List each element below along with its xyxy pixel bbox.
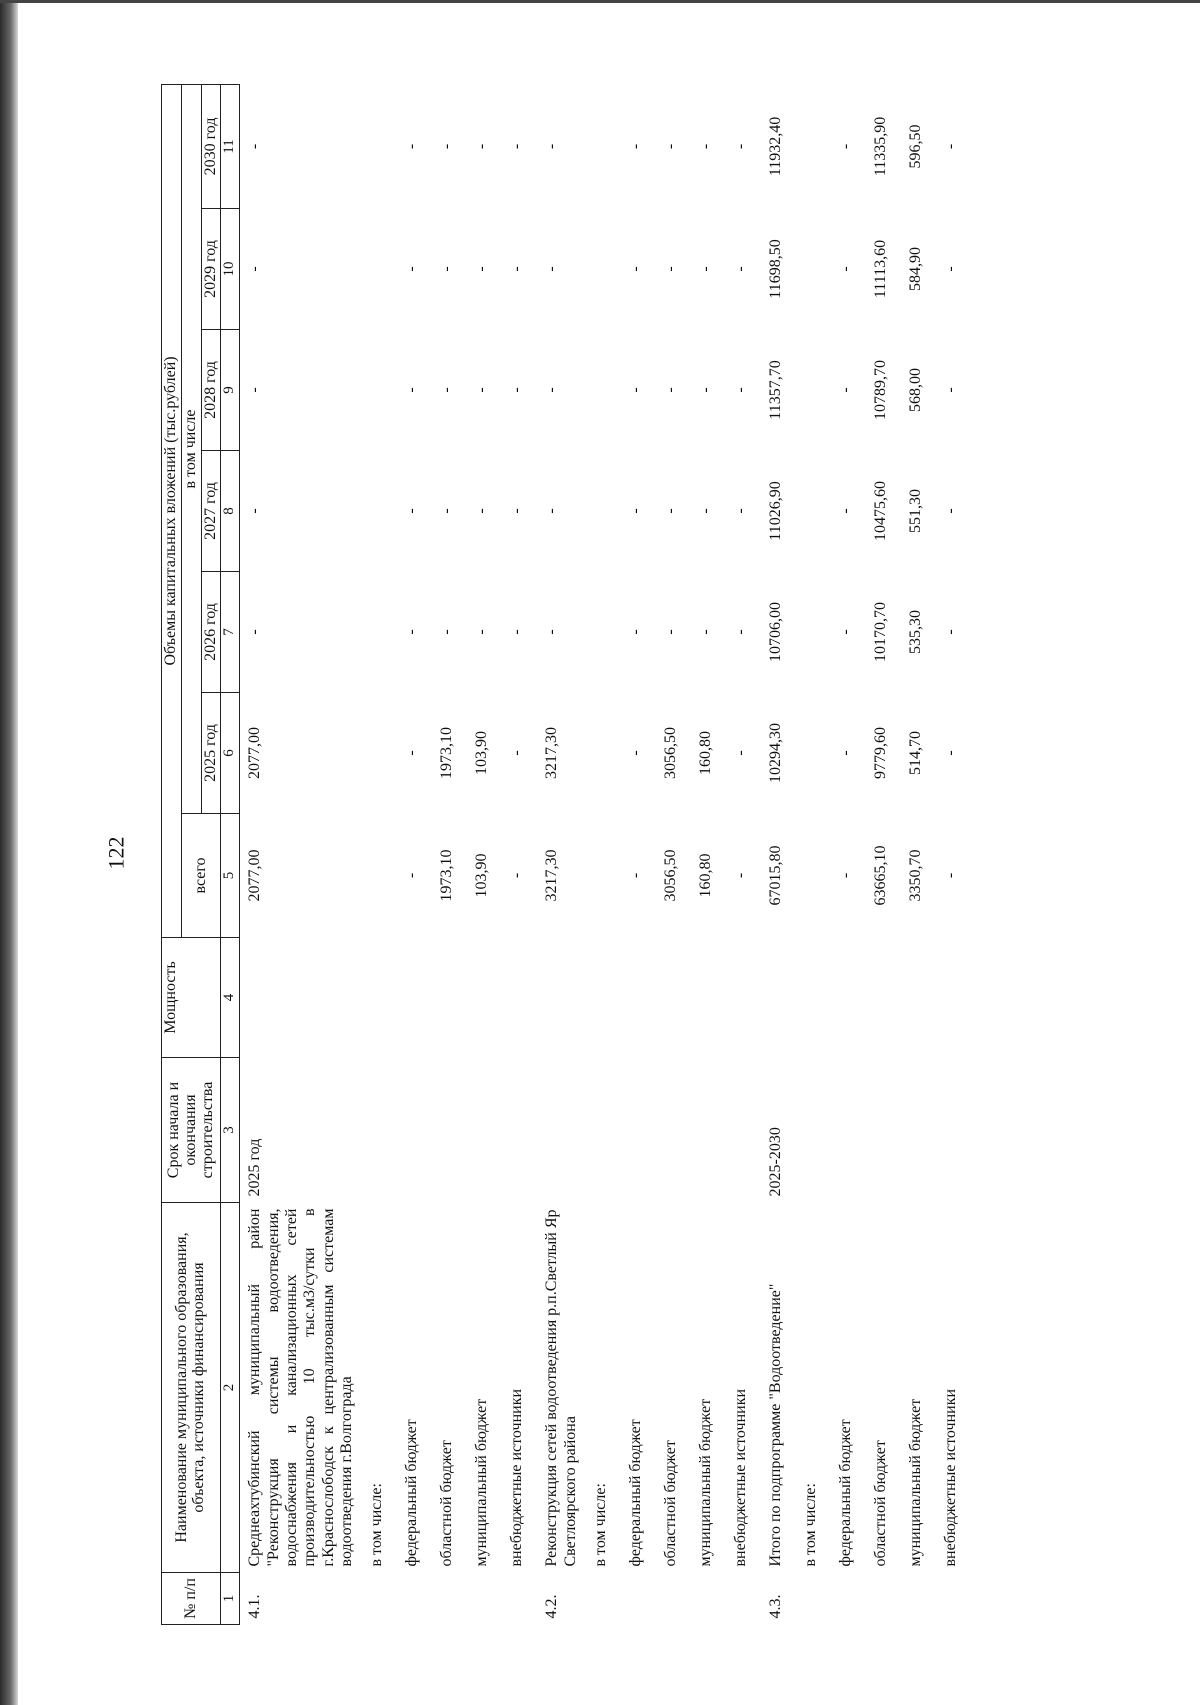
row-year-value: - bbox=[697, 143, 715, 150]
row-total-value bbox=[796, 814, 831, 938]
row-number bbox=[656, 1573, 691, 1625]
row-year-value: - bbox=[543, 629, 561, 635]
row-year-value: - bbox=[473, 143, 491, 150]
row-total-value: 3217,30 bbox=[543, 849, 561, 902]
row-year-value: - bbox=[508, 750, 526, 756]
table-row bbox=[936, 84, 971, 1624]
row-number bbox=[397, 1573, 432, 1625]
row-year-value: 10294,30 bbox=[767, 723, 785, 783]
row-year-value: 3217,30 bbox=[543, 727, 561, 779]
row-name: в том числе: bbox=[368, 1483, 386, 1567]
row-year-value: - bbox=[942, 629, 960, 635]
row-year-value: - bbox=[438, 266, 456, 272]
row-year-value: - bbox=[627, 143, 645, 150]
row-year-value: 11113,60 bbox=[872, 239, 890, 299]
header-name: Наименование муниципального образования, объекта, источники финансирования bbox=[162, 1203, 221, 1573]
row-power bbox=[691, 938, 726, 1058]
row-year-value: - bbox=[662, 266, 680, 272]
table-row bbox=[502, 84, 537, 1624]
row-year-value: 1973,10 bbox=[438, 727, 456, 779]
scan-left-edge bbox=[0, 0, 18, 1705]
row-year-value: - bbox=[732, 508, 750, 514]
row-name: муниципальный бюджет bbox=[697, 1398, 715, 1567]
row-year-value: - bbox=[403, 629, 421, 635]
table-row bbox=[397, 84, 432, 1624]
row-year-value: - bbox=[438, 387, 456, 393]
row-year-value: - bbox=[942, 266, 960, 272]
row-year-value: - bbox=[473, 508, 491, 514]
row-power bbox=[467, 938, 502, 1058]
row-year-value: 11357,70 bbox=[767, 360, 785, 420]
table-row bbox=[761, 84, 796, 1624]
row-year-value bbox=[586, 693, 621, 814]
row-year-value bbox=[586, 209, 621, 330]
column-number: 1 bbox=[221, 1573, 240, 1625]
row-total-value: - bbox=[508, 872, 526, 879]
row-year-value: - bbox=[403, 750, 421, 756]
row-number: 4.3. bbox=[767, 1594, 785, 1619]
header-year: 2027 год bbox=[201, 451, 221, 572]
row-term bbox=[726, 1058, 761, 1203]
row-year-value: - bbox=[697, 629, 715, 635]
row-year-value: - bbox=[543, 387, 561, 393]
table-row bbox=[866, 84, 901, 1624]
row-year-value: 535,30 bbox=[907, 610, 925, 654]
row-year-value: - bbox=[732, 266, 750, 272]
row-year-value: - bbox=[837, 143, 855, 150]
row-year-value: - bbox=[543, 508, 561, 514]
row-year-value: - bbox=[438, 143, 456, 150]
table-row bbox=[362, 84, 397, 1624]
row-power bbox=[586, 938, 621, 1058]
row-total-value bbox=[586, 814, 621, 938]
row-term: 2025-2030 bbox=[767, 1127, 785, 1197]
row-year-value: - bbox=[837, 750, 855, 756]
row-term bbox=[621, 1058, 656, 1203]
row-year-value: 10170,70 bbox=[872, 602, 890, 662]
row-name: внебюджетные источники bbox=[508, 1388, 526, 1567]
row-year-value: - bbox=[837, 387, 855, 393]
row-name: областной бюджет bbox=[662, 1440, 680, 1567]
row-year-value: - bbox=[508, 387, 526, 393]
row-name: федеральный бюджет bbox=[627, 1419, 645, 1567]
row-year-value: 10789,70 bbox=[872, 360, 890, 420]
header-volumes: Объемы капитальных вложений (тыс.рублей) bbox=[162, 84, 182, 937]
row-year-value: - bbox=[627, 387, 645, 393]
table-row bbox=[796, 84, 831, 1624]
table-header bbox=[162, 84, 240, 1624]
row-year-value bbox=[796, 451, 831, 572]
header-year: 2029 год bbox=[201, 209, 221, 330]
row-year-value: - bbox=[508, 508, 526, 514]
header-year: 2026 год bbox=[201, 572, 221, 693]
table-body bbox=[240, 84, 972, 1624]
row-year-value: - bbox=[438, 629, 456, 635]
row-year-value bbox=[796, 330, 831, 451]
row-year-value bbox=[362, 693, 397, 814]
row-year-value: 3056,50 bbox=[662, 727, 680, 779]
row-power bbox=[502, 938, 537, 1058]
row-year-value: - bbox=[403, 143, 421, 150]
column-number: 2 bbox=[221, 1203, 240, 1573]
row-name: в том числе: bbox=[802, 1483, 820, 1567]
row-year-value: - bbox=[662, 387, 680, 393]
table-row bbox=[621, 84, 656, 1624]
row-name: областной бюджет bbox=[872, 1440, 890, 1567]
row-year-value: 2077,00 bbox=[246, 727, 264, 779]
row-total-value bbox=[362, 814, 397, 938]
header-num: № п/п bbox=[162, 1573, 221, 1625]
row-year-value: - bbox=[246, 629, 264, 635]
row-year-value: - bbox=[543, 266, 561, 272]
row-term bbox=[831, 1058, 866, 1203]
row-power bbox=[432, 938, 467, 1058]
row-year-value: - bbox=[543, 143, 561, 150]
row-power bbox=[656, 938, 691, 1058]
row-total-value: 63665,10 bbox=[872, 845, 890, 906]
row-total-value: - bbox=[942, 872, 960, 879]
row-year-value: - bbox=[732, 387, 750, 393]
row-year-value: 10706,00 bbox=[767, 602, 785, 662]
row-year-value bbox=[586, 330, 621, 451]
row-total-value: 2077,00 bbox=[246, 849, 264, 902]
column-number: 11 bbox=[221, 84, 240, 208]
row-number bbox=[621, 1573, 656, 1625]
row-power bbox=[621, 938, 656, 1058]
row-total-value: - bbox=[732, 872, 750, 879]
row-term bbox=[866, 1058, 901, 1203]
row-year-value bbox=[362, 209, 397, 330]
header-year: 2025 год bbox=[201, 693, 221, 814]
row-year-value bbox=[796, 209, 831, 330]
row-year-value bbox=[796, 84, 831, 208]
row-year-value: - bbox=[697, 266, 715, 272]
row-year-value: 160,80 bbox=[697, 731, 715, 775]
row-total-value: - bbox=[403, 872, 421, 879]
row-power bbox=[761, 938, 796, 1058]
row-term bbox=[656, 1058, 691, 1203]
header-total: всего bbox=[181, 814, 221, 938]
row-year-value: - bbox=[508, 143, 526, 150]
column-number: 10 bbox=[221, 209, 240, 330]
row-power bbox=[726, 938, 761, 1058]
row-total-value: - bbox=[837, 872, 855, 879]
row-power bbox=[866, 938, 901, 1058]
header-power: Мощность bbox=[162, 938, 221, 1058]
row-name: Итого по подпрограмме "Водоотведение" bbox=[767, 1283, 785, 1567]
row-year-value: - bbox=[473, 629, 491, 635]
column-number: 6 bbox=[221, 693, 240, 814]
row-year-value: - bbox=[403, 266, 421, 272]
row-year-value: - bbox=[508, 629, 526, 635]
row-year-value: - bbox=[246, 508, 264, 514]
row-year-value: - bbox=[942, 508, 960, 514]
row-power bbox=[362, 938, 397, 1058]
table-row bbox=[240, 84, 363, 1624]
row-total-value: - bbox=[627, 872, 645, 879]
row-year-value bbox=[362, 451, 397, 572]
row-year-value: - bbox=[438, 508, 456, 514]
row-year-value: - bbox=[246, 266, 264, 272]
table-row bbox=[656, 84, 691, 1624]
row-year-value: - bbox=[403, 508, 421, 514]
row-year-value: - bbox=[697, 508, 715, 514]
row-year-value: - bbox=[732, 143, 750, 150]
row-number bbox=[901, 1573, 936, 1625]
table-row bbox=[901, 84, 936, 1624]
row-year-value: - bbox=[837, 266, 855, 272]
row-number: 4.1. bbox=[246, 1594, 264, 1619]
row-year-value: 568,00 bbox=[907, 368, 925, 412]
page-number: 122 bbox=[103, 836, 129, 870]
row-year-value bbox=[362, 572, 397, 693]
row-year-value: 11335,90 bbox=[872, 116, 890, 177]
rotated-page-content bbox=[161, 85, 1191, 1625]
row-power bbox=[936, 938, 971, 1058]
row-term bbox=[901, 1058, 936, 1203]
table-row bbox=[586, 84, 621, 1624]
row-term bbox=[796, 1058, 831, 1203]
row-year-value: 596,50 bbox=[907, 124, 925, 169]
row-year-value: - bbox=[732, 629, 750, 635]
table-row bbox=[537, 84, 586, 1624]
row-year-value: 10475,60 bbox=[872, 481, 890, 541]
row-number bbox=[796, 1573, 831, 1625]
row-total-value: 103,90 bbox=[473, 853, 491, 898]
row-number bbox=[432, 1573, 467, 1625]
column-number: 3 bbox=[221, 1058, 240, 1203]
row-year-value: - bbox=[627, 629, 645, 635]
row-term bbox=[586, 1058, 621, 1203]
row-power bbox=[537, 938, 586, 1058]
row-year-value: - bbox=[942, 387, 960, 393]
row-year-value bbox=[362, 84, 397, 208]
row-year-value: 584,90 bbox=[907, 247, 925, 291]
row-name: муниципальный бюджет bbox=[907, 1398, 925, 1567]
row-year-value: - bbox=[942, 750, 960, 756]
row-year-value bbox=[586, 572, 621, 693]
row-term bbox=[432, 1058, 467, 1203]
row-year-value: - bbox=[662, 508, 680, 514]
row-name: федеральный бюджет bbox=[837, 1419, 855, 1567]
row-year-value: - bbox=[942, 143, 960, 150]
row-name: федеральный бюджет bbox=[403, 1419, 421, 1567]
row-year-value bbox=[586, 451, 621, 572]
row-power bbox=[240, 938, 363, 1058]
capital-investment-table bbox=[161, 84, 971, 1625]
row-year-value: - bbox=[732, 750, 750, 756]
row-year-value: 11932,40 bbox=[767, 116, 785, 177]
row-total-value: 160,80 bbox=[697, 853, 715, 898]
row-term bbox=[467, 1058, 502, 1203]
row-year-value: - bbox=[508, 266, 526, 272]
scan-top-edge bbox=[0, 0, 1200, 3]
row-name: внебюджетные источники bbox=[942, 1388, 960, 1567]
row-year-value bbox=[796, 572, 831, 693]
row-name: муниципальный бюджет bbox=[473, 1398, 491, 1567]
row-year-value bbox=[586, 84, 621, 208]
row-year-value bbox=[796, 693, 831, 814]
row-name: внебюджетные источники bbox=[732, 1388, 750, 1567]
column-number: 5 bbox=[221, 814, 240, 938]
row-year-value: - bbox=[627, 750, 645, 756]
row-number bbox=[831, 1573, 866, 1625]
row-number bbox=[866, 1573, 901, 1625]
row-year-value: 11698,50 bbox=[767, 239, 785, 299]
row-power bbox=[796, 938, 831, 1058]
row-power bbox=[831, 938, 866, 1058]
row-term bbox=[397, 1058, 432, 1203]
column-number: 7 bbox=[221, 572, 240, 693]
row-term: 2025 год bbox=[246, 1138, 264, 1197]
row-year-value: - bbox=[662, 143, 680, 150]
row-number bbox=[691, 1573, 726, 1625]
table-row bbox=[467, 84, 502, 1624]
row-year-value: - bbox=[473, 266, 491, 272]
table-row bbox=[726, 84, 761, 1624]
row-term bbox=[537, 1058, 586, 1203]
row-number: 4.2. bbox=[543, 1594, 561, 1619]
row-year-value: - bbox=[837, 629, 855, 635]
header-year: 2030 год bbox=[201, 84, 221, 208]
row-number bbox=[467, 1573, 502, 1625]
header-year: 2028 год bbox=[201, 330, 221, 451]
row-year-value: - bbox=[837, 508, 855, 514]
table-row bbox=[432, 84, 467, 1624]
row-term bbox=[362, 1058, 397, 1203]
table-row bbox=[831, 84, 866, 1624]
row-number bbox=[362, 1573, 397, 1625]
row-year-value: - bbox=[627, 508, 645, 514]
row-year-value: 514,70 bbox=[907, 731, 925, 775]
row-year-value: - bbox=[697, 387, 715, 393]
row-number bbox=[502, 1573, 537, 1625]
row-year-value: - bbox=[473, 387, 491, 393]
header-in-total: в том числе bbox=[181, 84, 201, 813]
row-number bbox=[726, 1573, 761, 1625]
column-number: 4 bbox=[221, 938, 240, 1058]
row-name: Среднеахтубинский муниципальный район "Реконструкция системы водоотведения, водоснабжения и канализационных сетей производительностью 10 тыс.м3/сутки в г.Краснослободск к централизованным системам водоотведения г.Волгограда bbox=[246, 1208, 356, 1567]
row-term bbox=[936, 1058, 971, 1203]
row-total-value: 3056,50 bbox=[662, 849, 680, 902]
row-year-value: - bbox=[662, 629, 680, 635]
row-year-value: - bbox=[627, 266, 645, 272]
row-year-value: 551,30 bbox=[907, 489, 925, 533]
row-year-value: - bbox=[246, 143, 264, 150]
row-number bbox=[586, 1573, 621, 1625]
row-year-value: 103,90 bbox=[473, 731, 491, 775]
table-row bbox=[691, 84, 726, 1624]
row-name: в том числе: bbox=[592, 1483, 610, 1567]
row-name: областной бюджет bbox=[438, 1440, 456, 1567]
row-total-value: 3350,70 bbox=[907, 849, 925, 902]
row-term bbox=[502, 1058, 537, 1203]
header-term: Срок начала и окончания строительства bbox=[162, 1058, 221, 1203]
row-power bbox=[397, 938, 432, 1058]
row-year-value: 9779,60 bbox=[872, 727, 890, 779]
row-number bbox=[936, 1573, 971, 1625]
row-total-value: 1973,10 bbox=[438, 849, 456, 902]
row-term bbox=[691, 1058, 726, 1203]
row-year-value: - bbox=[246, 387, 264, 393]
row-year-value: 11026,90 bbox=[767, 481, 785, 541]
column-number: 9 bbox=[221, 330, 240, 451]
row-year-value: - bbox=[403, 387, 421, 393]
row-name: Реконструкция сетей водоотведения р.п.Светлый Яр Светлоярского района bbox=[543, 1209, 579, 1567]
row-power bbox=[901, 938, 936, 1058]
row-year-value bbox=[362, 330, 397, 451]
row-total-value: 67015,80 bbox=[767, 845, 785, 906]
column-number: 8 bbox=[221, 451, 240, 572]
